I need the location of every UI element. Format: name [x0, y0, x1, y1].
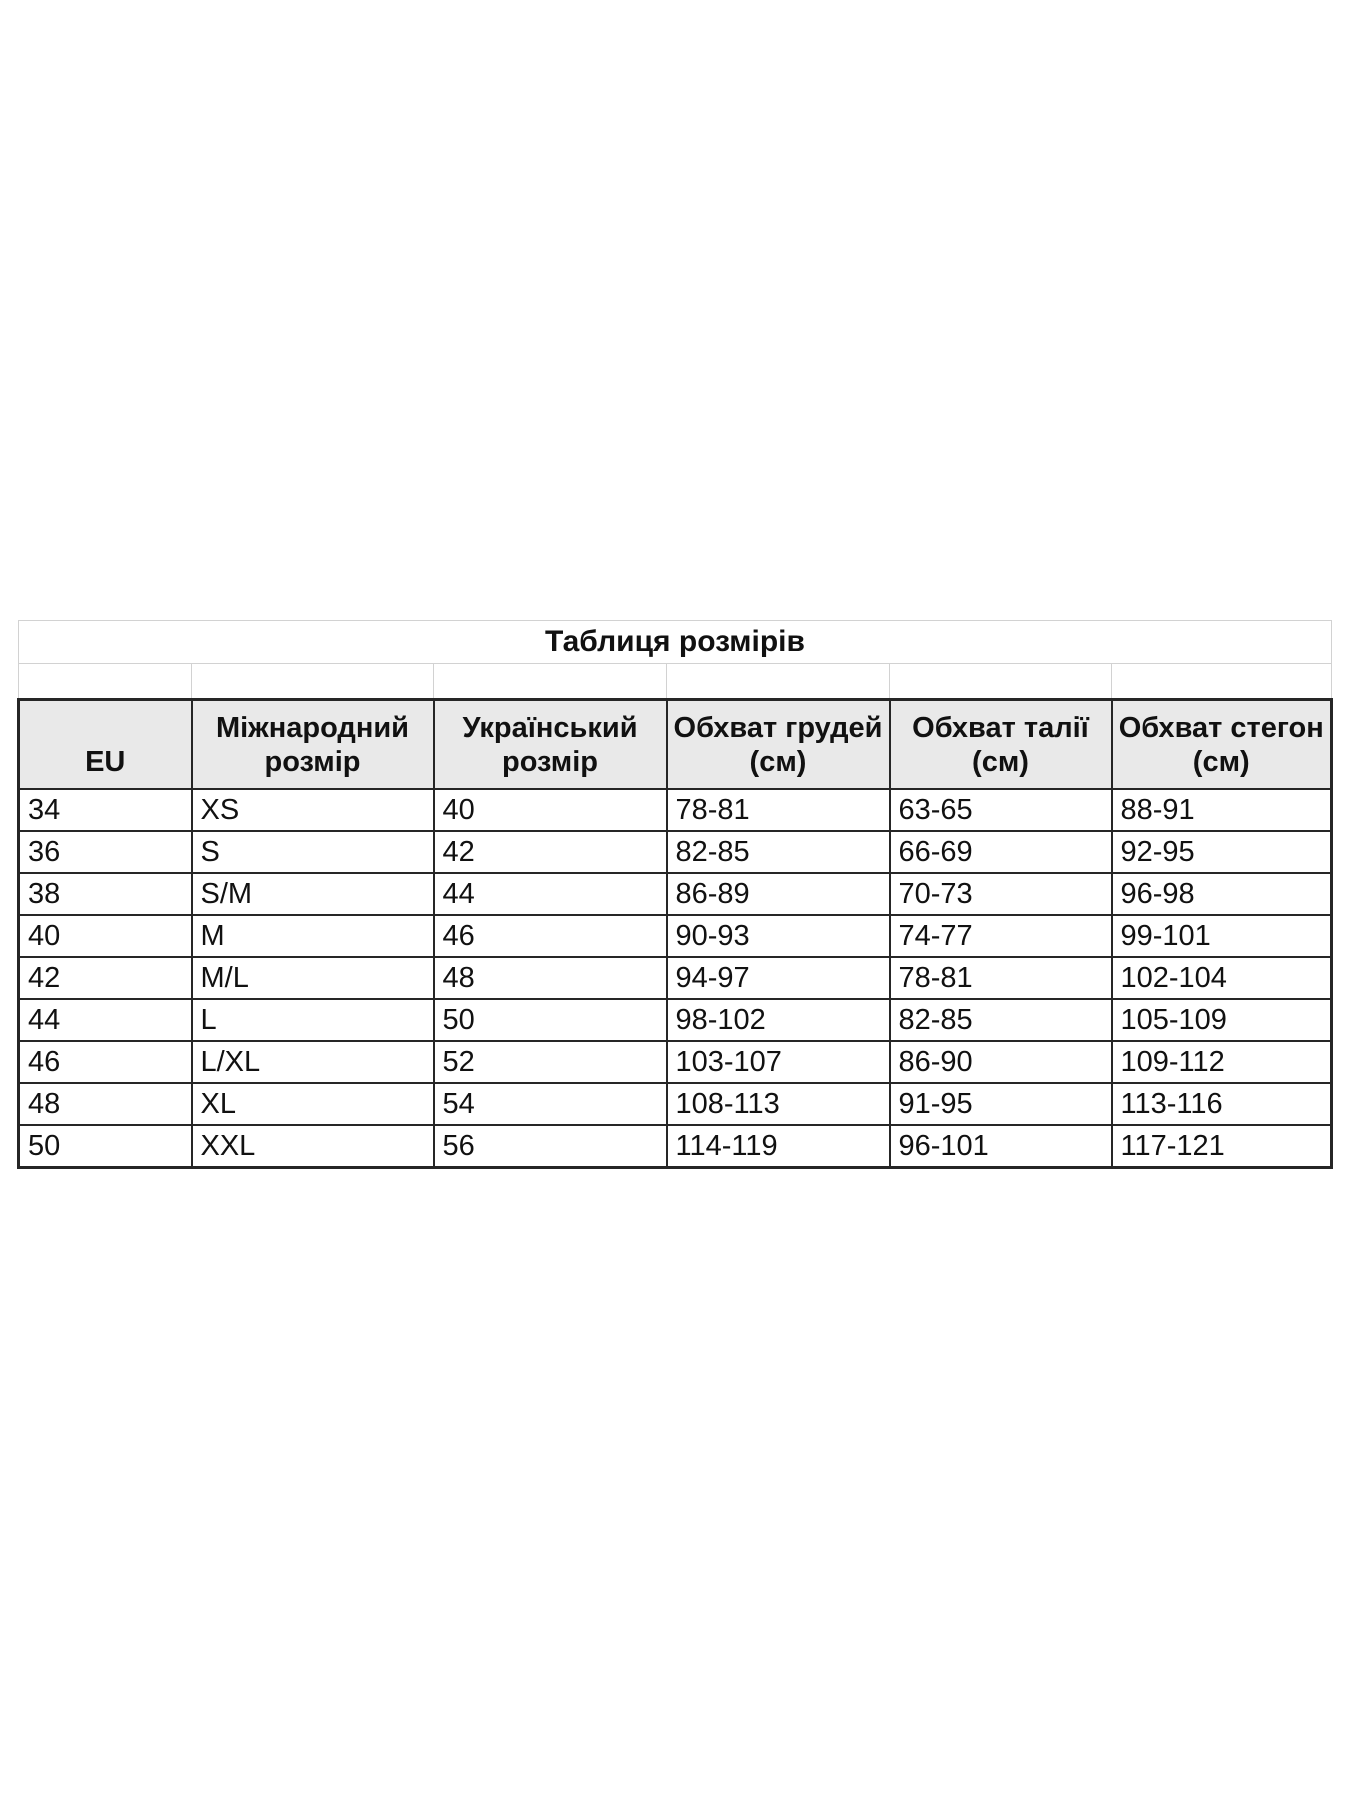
- table-row: [19, 789, 1332, 831]
- table-cell: 103-107: [667, 1041, 890, 1083]
- table-cell: 96-101: [890, 1125, 1112, 1168]
- table-cell: 50: [19, 1125, 192, 1168]
- table-row: [19, 1125, 1332, 1168]
- table-cell: 40: [434, 789, 667, 831]
- table-cell: 66-69: [890, 831, 1112, 873]
- table-row: [19, 999, 1332, 1041]
- table-cell: 98-102: [667, 999, 890, 1041]
- table-cell: XXL: [192, 1125, 434, 1168]
- table-cell: 82-85: [667, 831, 890, 873]
- table-cell: 44: [19, 999, 192, 1041]
- table-row: [19, 915, 1332, 957]
- table-cell: 36: [19, 831, 192, 873]
- table-cell: 44: [434, 873, 667, 915]
- table-cell: 46: [19, 1041, 192, 1083]
- column-header: Обхват талії (см): [890, 700, 1112, 790]
- table-row: [19, 831, 1332, 873]
- column-header: Обхват стегон (см): [1112, 700, 1332, 790]
- table-cell: 86-89: [667, 873, 890, 915]
- table-cell: XL: [192, 1083, 434, 1125]
- title-row: [19, 621, 1332, 664]
- table-cell: 105-109: [1112, 999, 1332, 1041]
- table-cell: S/M: [192, 873, 434, 915]
- table-cell: 92-95: [1112, 831, 1332, 873]
- table-row: [19, 1083, 1332, 1125]
- spacer-cell: [434, 664, 667, 700]
- table-cell: 40: [19, 915, 192, 957]
- table-cell: 90-93: [667, 915, 890, 957]
- table-cell: 78-81: [890, 957, 1112, 999]
- table-cell: 63-65: [890, 789, 1112, 831]
- table-cell: 48: [19, 1083, 192, 1125]
- table-cell: 78-81: [667, 789, 890, 831]
- table-cell: 42: [434, 831, 667, 873]
- table-cell: 108-113: [667, 1083, 890, 1125]
- table-cell: 82-85: [890, 999, 1112, 1041]
- table-cell: L/XL: [192, 1041, 434, 1083]
- table-cell: XS: [192, 789, 434, 831]
- column-header: Український розмір: [434, 700, 667, 790]
- table-cell: 94-97: [667, 957, 890, 999]
- table-cell: L: [192, 999, 434, 1041]
- header-row: [19, 700, 1332, 790]
- table-cell: M/L: [192, 957, 434, 999]
- table-cell: 52: [434, 1041, 667, 1083]
- spacer-row: [19, 664, 1332, 700]
- column-header: EU: [19, 700, 192, 790]
- column-header: Міжнародний розмір: [192, 700, 434, 790]
- table-row: [19, 957, 1332, 999]
- table-cell: 70-73: [890, 873, 1112, 915]
- table-cell: 56: [434, 1125, 667, 1168]
- table-cell: M: [192, 915, 434, 957]
- table-cell: 114-119: [667, 1125, 890, 1168]
- table-cell: 48: [434, 957, 667, 999]
- table-cell: 102-104: [1112, 957, 1332, 999]
- table-cell: 109-112: [1112, 1041, 1332, 1083]
- table-cell: 46: [434, 915, 667, 957]
- table-cell: 86-90: [890, 1041, 1112, 1083]
- table-cell: S: [192, 831, 434, 873]
- table-row: [19, 873, 1332, 915]
- table-cell: 99-101: [1112, 915, 1332, 957]
- table-cell: 96-98: [1112, 873, 1332, 915]
- table-cell: 88-91: [1112, 789, 1332, 831]
- table-cell: 91-95: [890, 1083, 1112, 1125]
- table-cell: 34: [19, 789, 192, 831]
- table-title: Таблиця розмірів: [19, 621, 1332, 664]
- table-cell: 113-116: [1112, 1083, 1332, 1125]
- spacer-cell: [19, 664, 192, 700]
- table-cell: 117-121: [1112, 1125, 1332, 1168]
- table-cell: 38: [19, 873, 192, 915]
- table-cell: 74-77: [890, 915, 1112, 957]
- spacer-cell: [667, 664, 890, 700]
- column-header: Обхват грудей (см): [667, 700, 890, 790]
- size-table: [17, 620, 1333, 1169]
- table-cell: 50: [434, 999, 667, 1041]
- spacer-cell: [1112, 664, 1332, 700]
- table-cell: 42: [19, 957, 192, 999]
- spacer-cell: [890, 664, 1112, 700]
- table-cell: 54: [434, 1083, 667, 1125]
- table-row: [19, 1041, 1332, 1083]
- spacer-cell: [192, 664, 434, 700]
